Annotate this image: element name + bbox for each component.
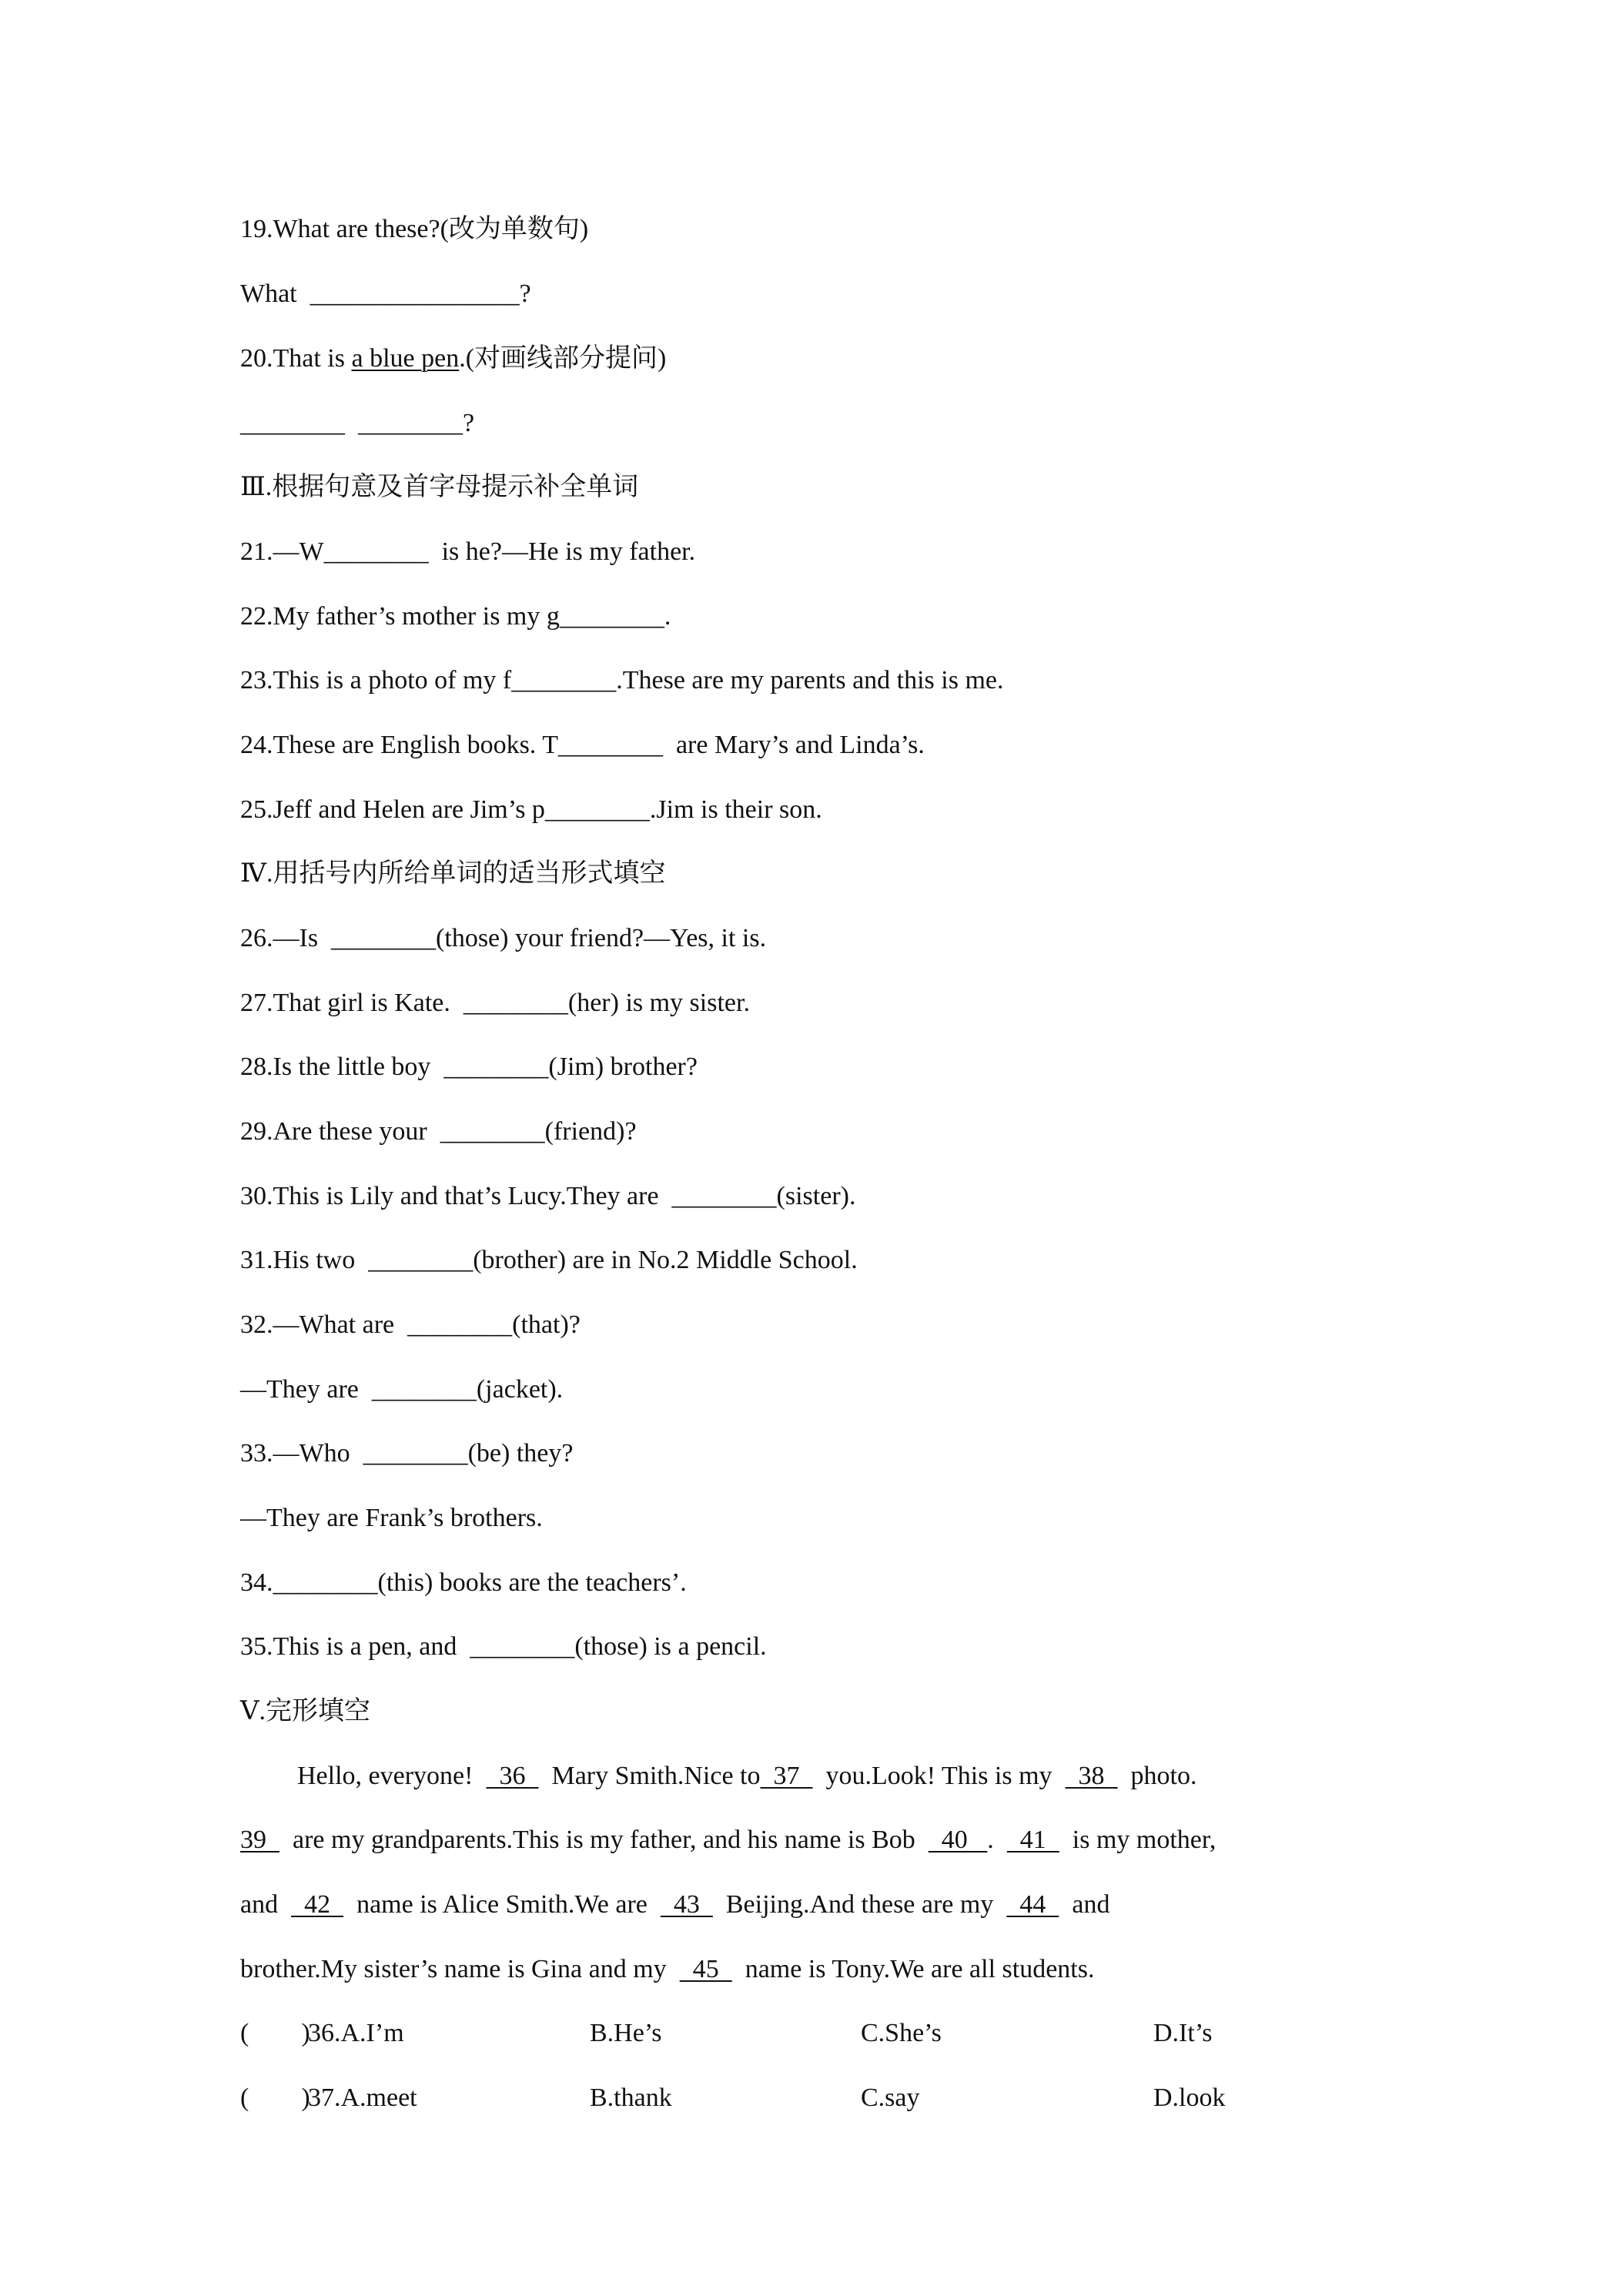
option-b: B.He’s bbox=[590, 2019, 662, 2047]
options-row-37 bbox=[240, 2083, 1395, 2114]
blank-41: 41 bbox=[1006, 1826, 1059, 1854]
blank-44: 44 bbox=[1006, 1890, 1059, 1919]
blank-42: 42 bbox=[291, 1890, 344, 1919]
passage-text: Mary Smith.Nice to bbox=[538, 1762, 761, 1790]
passage-text: are my grandparents.This is my father, and his name is Bob bbox=[279, 1826, 929, 1854]
question-33: 33.—Who ________(be) they? bbox=[240, 1439, 574, 1468]
question-20 bbox=[240, 343, 666, 374]
passage-line-2 bbox=[240, 1825, 1216, 1856]
blank-37: 37 bbox=[760, 1762, 813, 1790]
blank-36: 36 bbox=[486, 1762, 539, 1790]
question-29: 29.Are these your ________(friend)? bbox=[240, 1117, 637, 1146]
passage-text: is my mother, bbox=[1059, 1826, 1216, 1854]
question-35: 35.This is a pen, and ________(those) is a pencil. bbox=[240, 1632, 767, 1661]
passage-text: and bbox=[240, 1890, 292, 1919]
question-32-reply: —They are ________(jacket). bbox=[240, 1375, 564, 1404]
passage-line-3 bbox=[240, 1889, 1109, 1920]
question-20-suffix: .(对画线部分提问) bbox=[459, 344, 667, 373]
passage-text: brother.My sister’s name is Gina and my bbox=[240, 1955, 680, 1983]
passage-text: name is Tony.We are all students. bbox=[731, 1955, 1095, 1983]
passage-text: name is Alice Smith.We are bbox=[343, 1890, 661, 1919]
option-d: D.It’s bbox=[1153, 2019, 1213, 2047]
question-24: 24.These are English books. T________ are Mary’s and Linda’s. bbox=[240, 731, 925, 759]
question-33-reply: —They are Frank’s brothers. bbox=[240, 1504, 543, 1532]
passage-text: you.Look! This is my bbox=[812, 1762, 1066, 1790]
passage-text: photo. bbox=[1117, 1762, 1197, 1790]
passage-text: . bbox=[987, 1826, 1007, 1854]
options-row-36 bbox=[240, 2018, 1395, 2049]
option-d: D.look bbox=[1153, 2083, 1226, 2112]
question-27: 27.That girl is Kate. ________(her) is my sister. bbox=[240, 989, 750, 1017]
question-20-underlined: a blue pen bbox=[351, 344, 460, 373]
passage-text: and bbox=[1059, 1890, 1110, 1919]
answer-paren: ( ) bbox=[240, 2019, 310, 2047]
question-34: 34.________(this) books are the teachers’. bbox=[240, 1568, 687, 1597]
option-c: C.say bbox=[861, 2083, 920, 2112]
section-5-heading: Ⅴ.完形填空 bbox=[240, 1697, 371, 1725]
passage-text: Hello, everyone! bbox=[297, 1762, 487, 1790]
passage-line-4 bbox=[240, 1954, 1094, 1985]
blank-39: 39 bbox=[240, 1826, 279, 1854]
question-25: 25.Jeff and Helen are Jim’s p________.Jim is their son. bbox=[240, 795, 822, 824]
blank-43: 43 bbox=[660, 1890, 713, 1919]
question-19: 19.What are these?(改为单数句) bbox=[240, 215, 589, 243]
question-23: 23.This is a photo of my f________.These are my parents and this is me. bbox=[240, 666, 1004, 694]
answer-paren: ( ) bbox=[240, 2083, 310, 2112]
option-a: 36.A.I’m bbox=[308, 2019, 404, 2047]
question-20-answer: ________ ________? bbox=[240, 409, 475, 437]
passage-text: Beijing.And these are my bbox=[712, 1890, 1007, 1919]
question-20-prefix: 20.That is bbox=[240, 344, 352, 373]
blank-40: 40 bbox=[928, 1826, 988, 1854]
section-4-heading: Ⅳ.用括号内所给单词的适当形式填空 bbox=[240, 859, 666, 888]
section-3-heading: Ⅲ.根据句意及首字母提示补全单词 bbox=[240, 473, 639, 501]
option-a: 37.A.meet bbox=[308, 2083, 417, 2112]
question-28: 28.Is the little boy ________(Jim) brother? bbox=[240, 1053, 698, 1081]
question-19-answer: What ________________? bbox=[240, 279, 531, 308]
option-c: C.She’s bbox=[861, 2019, 942, 2047]
question-30: 30.This is Lily and that’s Lucy.They are ________(sister). bbox=[240, 1182, 856, 1210]
blank-38: 38 bbox=[1065, 1762, 1118, 1790]
passage-line-1 bbox=[297, 1761, 1197, 1792]
option-b: B.thank bbox=[590, 2083, 672, 2112]
question-32: 32.—What are ________(that)? bbox=[240, 1310, 581, 1339]
blank-45: 45 bbox=[679, 1955, 732, 1983]
question-31: 31.His two ________(brother) are in No.2 Middle School. bbox=[240, 1246, 858, 1274]
question-21: 21.—W________ is he?—He is my father. bbox=[240, 537, 696, 566]
question-22: 22.My father’s mother is my g________. bbox=[240, 602, 671, 631]
question-26: 26.—Is ________(those) your friend?—Yes, it is. bbox=[240, 924, 767, 952]
